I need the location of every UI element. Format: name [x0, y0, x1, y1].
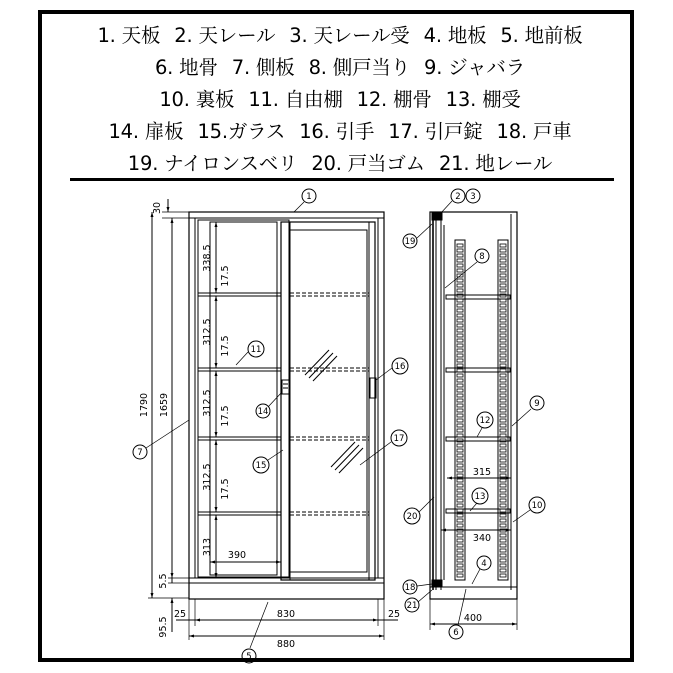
- post-slot: [500, 284, 506, 287]
- post-slot: [457, 394, 463, 397]
- callout-label: 5: [246, 652, 252, 662]
- post-slot: [457, 304, 463, 307]
- legend-item: 7. 側板: [231, 56, 295, 79]
- dim-shelf-thickness: 17.5: [220, 405, 231, 427]
- post-slot: [457, 399, 463, 402]
- post-slot: [457, 459, 463, 462]
- post-slot: [457, 479, 463, 482]
- dim-total-width: 880: [276, 639, 296, 650]
- post-slot: [500, 559, 506, 562]
- post-slot: [500, 459, 506, 462]
- dim-total-depth: 400: [463, 613, 483, 624]
- dim-shelf-5: 313: [202, 537, 213, 557]
- dim-shelf-3: 312.5: [202, 389, 213, 417]
- legend-item: 17. 引戸錠: [388, 120, 483, 143]
- post-slot: [500, 329, 506, 332]
- dim-shelf-1: 338.5: [202, 244, 213, 272]
- callout-label: 13: [474, 492, 486, 502]
- post-slot: [457, 464, 463, 467]
- post-slot: [500, 394, 506, 397]
- dim-top-gap: 30: [152, 201, 163, 215]
- post-slot: [457, 324, 463, 327]
- post-slot: [457, 314, 463, 317]
- post-slot: [457, 269, 463, 272]
- legend-item: 20. 戸当ゴム: [311, 152, 425, 175]
- post-slot: [457, 259, 463, 262]
- post-slot: [500, 534, 506, 537]
- post-slot: [500, 389, 506, 392]
- legend-item: 5. 地前板: [500, 24, 583, 47]
- dim-shelf-thickness: 17.5: [220, 335, 231, 357]
- post-slot: [500, 344, 506, 347]
- legend-item: 12. 棚骨: [356, 88, 432, 111]
- post-slot: [500, 479, 506, 482]
- post-slot: [457, 499, 463, 502]
- door-lock: [282, 380, 289, 394]
- post-slot: [457, 374, 463, 377]
- callout-label: 20: [406, 512, 418, 522]
- post-slot: [457, 334, 463, 337]
- post-slot: [457, 339, 463, 342]
- callout-label: 18: [404, 583, 416, 593]
- legend-item: 13. 棚受: [445, 88, 521, 111]
- post-slot: [457, 344, 463, 347]
- post-slot: [500, 519, 506, 522]
- post-slot: [457, 384, 463, 387]
- post-slot: [500, 514, 506, 517]
- post-slot: [457, 559, 463, 562]
- dim-base-height: 95.5: [158, 616, 169, 638]
- post-slot: [457, 504, 463, 507]
- post-slot: [457, 249, 463, 252]
- legend-item: 14. 扉板: [108, 120, 184, 143]
- post-slot: [500, 244, 506, 247]
- post-slot: [500, 449, 506, 452]
- callout-label: 19: [404, 237, 416, 247]
- bottom-rail: [432, 580, 442, 587]
- legend-item: 21. 地レール: [438, 152, 553, 175]
- post-slot: [500, 249, 506, 252]
- right-door: [281, 222, 375, 580]
- post-slot: [457, 309, 463, 312]
- post-slot: [457, 484, 463, 487]
- post-slot: [500, 314, 506, 317]
- post-slot: [457, 554, 463, 557]
- post-slot: [500, 444, 506, 447]
- dim-inner-width: 830: [276, 609, 296, 620]
- post-slot: [500, 319, 506, 322]
- post-slot: [457, 449, 463, 452]
- post-slot: [457, 494, 463, 497]
- post-slot: [500, 419, 506, 422]
- dim-shelf-4: 312.5: [202, 463, 213, 491]
- post-slot: [457, 409, 463, 412]
- post-slot: [500, 549, 506, 552]
- post-slot: [457, 429, 463, 432]
- cabinet-outline: [189, 212, 384, 599]
- post-slot: [500, 264, 506, 267]
- side-callouts: [403, 189, 545, 639]
- dim-shelf-2: 312.5: [202, 318, 213, 346]
- post-slot: [500, 569, 506, 572]
- post-slot: [500, 574, 506, 577]
- post-slot: [457, 569, 463, 572]
- post-slot: [457, 284, 463, 287]
- post-slot: [500, 489, 506, 492]
- right-door-glass: [289, 230, 367, 572]
- callout-label: 12: [479, 416, 491, 426]
- post-slot: [457, 544, 463, 547]
- legend-item: 9. ジャバラ: [424, 56, 526, 79]
- callout-label: 11: [250, 345, 262, 355]
- post-slot: [500, 379, 506, 382]
- post-slot: [457, 279, 463, 282]
- post-slot: [500, 484, 506, 487]
- post-slot: [500, 424, 506, 427]
- post-slot: [500, 364, 506, 367]
- post-slot: [500, 564, 506, 567]
- post-slot: [457, 354, 463, 357]
- post-slot: [500, 404, 506, 407]
- callout-label: 6: [453, 628, 459, 638]
- post-slot: [500, 499, 506, 502]
- post-slot: [500, 324, 506, 327]
- post-slot: [457, 264, 463, 267]
- legend-item: 1. 天板: [97, 24, 161, 47]
- post-slot: [500, 544, 506, 547]
- post-slot: [500, 429, 506, 432]
- legend-item: 16. 引手: [299, 120, 375, 143]
- callout-label: 9: [534, 399, 540, 409]
- post-slot: [457, 519, 463, 522]
- post-slot: [500, 384, 506, 387]
- post-slot: [500, 554, 506, 557]
- post-slot: [500, 279, 506, 282]
- callout-label: 3: [470, 192, 476, 202]
- post-slot: [500, 309, 506, 312]
- legend-item: 8. 側戸当り: [308, 56, 410, 79]
- post-slot: [500, 339, 506, 342]
- post-slot: [457, 549, 463, 552]
- post-slot: [457, 444, 463, 447]
- post-slot: [457, 474, 463, 477]
- callout-label: 10: [531, 501, 543, 511]
- post-slot: [457, 379, 463, 382]
- dim-shelf-depth: 315: [472, 467, 492, 478]
- post-slot: [500, 504, 506, 507]
- post-slot: [457, 414, 463, 417]
- post-slot: [457, 539, 463, 542]
- callout-label: 15: [255, 461, 267, 471]
- post-slot: [457, 349, 463, 352]
- post-slot: [500, 539, 506, 542]
- dim-shelf-thickness: 17.5: [220, 265, 231, 287]
- post-slot: [500, 254, 506, 257]
- dim-total-height: 1790: [139, 392, 150, 418]
- post-slot: [457, 454, 463, 457]
- post-slot: [500, 374, 506, 377]
- post-slot: [500, 524, 506, 527]
- callout-label: 4: [481, 559, 487, 569]
- post-slot: [457, 244, 463, 247]
- post-slot: [457, 419, 463, 422]
- callout-label: 1: [306, 192, 312, 202]
- post-slot: [457, 289, 463, 292]
- post-slot: [500, 414, 506, 417]
- post-slot: [457, 564, 463, 567]
- post-slot: [457, 364, 463, 367]
- legend-item: 3. 天レール受: [289, 24, 410, 47]
- post-slot: [457, 534, 463, 537]
- post-slot: [457, 424, 463, 427]
- dim-side-left: 25: [173, 609, 187, 620]
- callout-label: 2: [455, 192, 461, 202]
- legend-item: 6. 地骨: [154, 56, 218, 79]
- post-slot: [500, 354, 506, 357]
- post-slot: [500, 304, 506, 307]
- post-slot: [457, 489, 463, 492]
- post-slot: [500, 289, 506, 292]
- legend-item: 11. 自由棚: [248, 88, 343, 111]
- post-slot: [500, 334, 506, 337]
- callout-label: 7: [137, 448, 143, 458]
- callout-label: 17: [393, 434, 405, 444]
- post-slot: [500, 474, 506, 477]
- callout-label: 8: [479, 252, 485, 262]
- post-slot: [457, 359, 463, 362]
- legend-item: 4. 地板: [423, 24, 487, 47]
- post-slot: [500, 349, 506, 352]
- post-slot: [500, 259, 506, 262]
- post-slot: [500, 469, 506, 472]
- post-slot: [457, 319, 463, 322]
- callout-label: 21: [406, 601, 418, 611]
- callout-label: 16: [394, 362, 406, 372]
- post-slot: [457, 469, 463, 472]
- dim-bottom-gap: 5.5: [158, 573, 169, 589]
- dim-inner-height: 1659: [159, 392, 170, 418]
- post-slot: [457, 404, 463, 407]
- dim-inner-depth: 340: [472, 533, 492, 544]
- post-slot: [457, 329, 463, 332]
- dim-door-width: 390: [227, 550, 247, 561]
- legend-item: 10. 裏板: [159, 88, 235, 111]
- legend-item: 15.ガラス: [197, 120, 286, 143]
- post-slot: [457, 254, 463, 257]
- post-slot: [500, 269, 506, 272]
- callout-label: 14: [257, 407, 269, 417]
- post-slot: [500, 494, 506, 497]
- post-slot: [500, 359, 506, 362]
- post-slot: [457, 524, 463, 527]
- dim-shelf-thickness: 17.5: [220, 478, 231, 500]
- dim-side-right: 25: [387, 609, 401, 620]
- legend-item: 19. ナイロンスベリ: [127, 152, 298, 175]
- post-slot: [500, 274, 506, 277]
- post-slot: [500, 409, 506, 412]
- post-slot: [457, 389, 463, 392]
- post-slot: [500, 464, 506, 467]
- post-slot: [457, 514, 463, 517]
- post-slot: [500, 454, 506, 457]
- side-ladder-marks: [457, 244, 506, 577]
- post-slot: [500, 399, 506, 402]
- post-slot: [457, 574, 463, 577]
- legend-item: 2. 天レール: [174, 24, 276, 47]
- legend-item: 18. 戸車: [496, 120, 572, 143]
